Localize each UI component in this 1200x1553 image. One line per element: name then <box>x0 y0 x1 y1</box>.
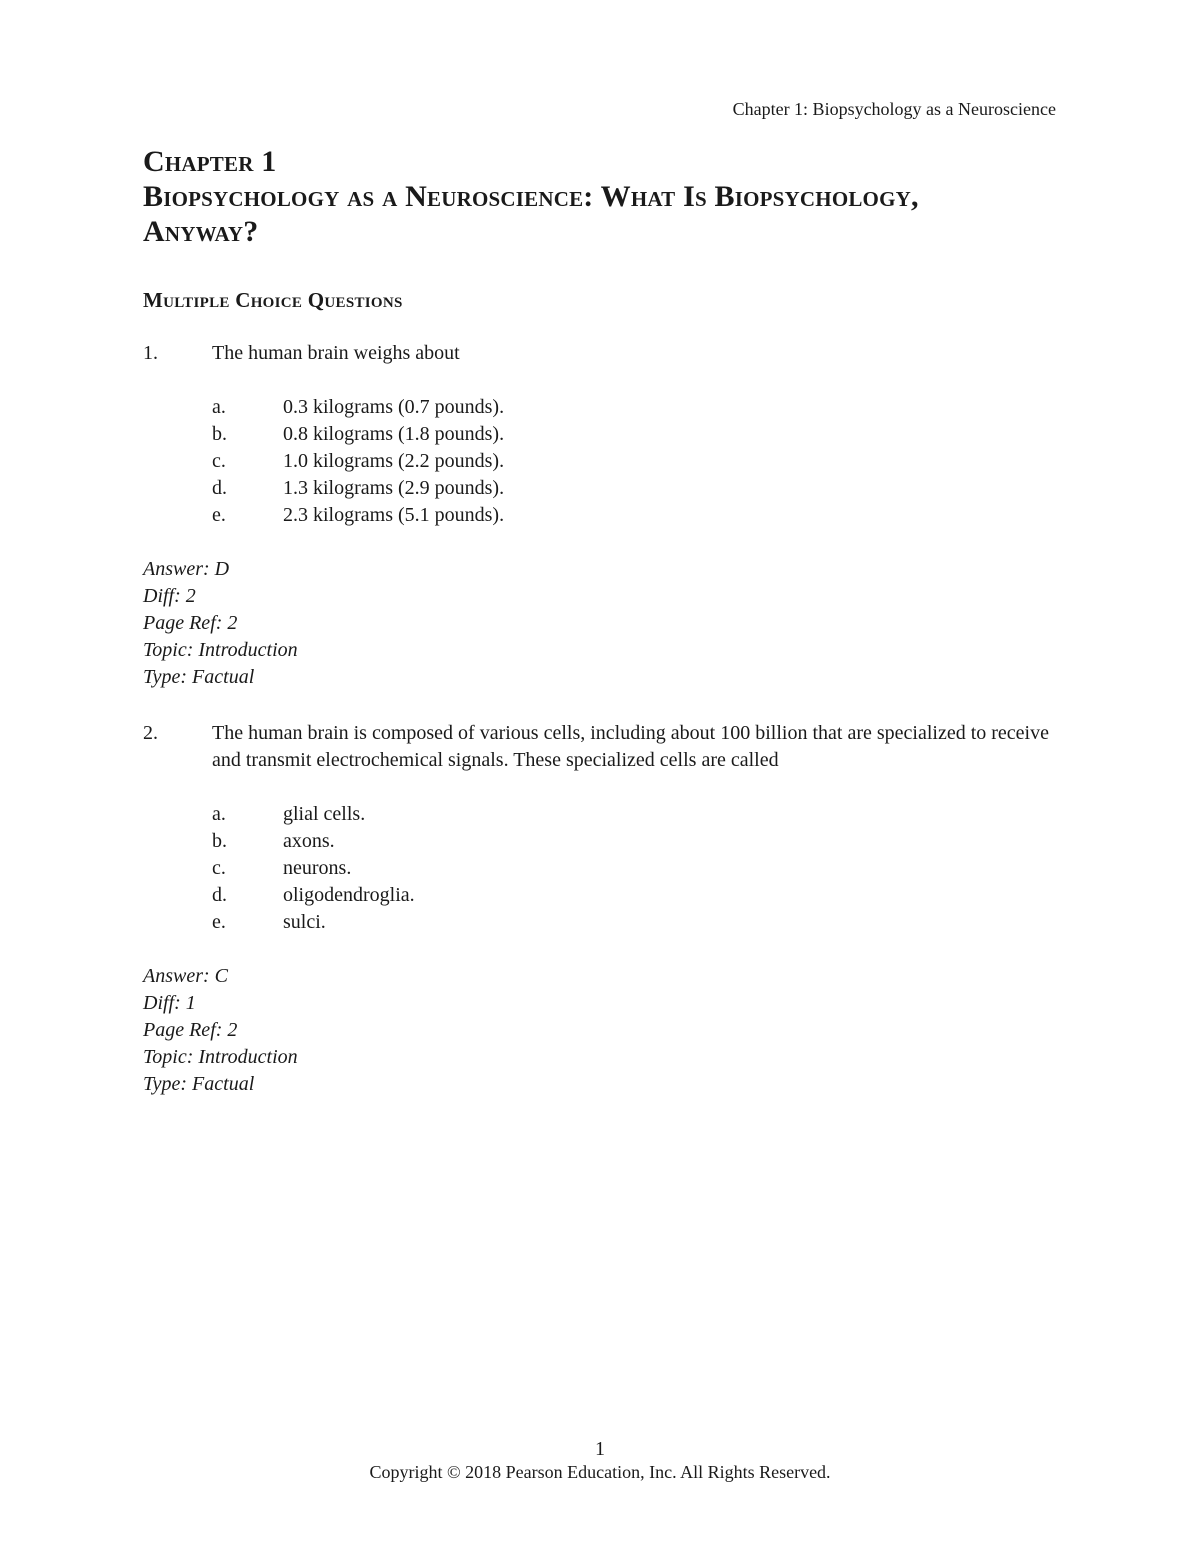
question-1 <box>143 340 1063 691</box>
option-text: glial cells. <box>283 803 366 825</box>
option-e <box>212 502 1063 529</box>
question-stem: The human brain weighs about <box>212 342 460 364</box>
option-c <box>212 448 1063 475</box>
option-a <box>212 394 1063 421</box>
option-text: 2.3 kilograms (5.1 pounds). <box>283 504 505 526</box>
difficulty: Diff: 2 <box>143 585 196 607</box>
difficulty: Diff: 1 <box>143 992 196 1014</box>
question-number: 2. <box>143 722 158 744</box>
question-row <box>143 720 1063 774</box>
chapter-heading <box>143 144 1063 249</box>
option-letter: e. <box>212 911 226 933</box>
option-letter: a. <box>212 803 226 825</box>
option-text: 0.8 kilograms (1.8 pounds). <box>283 423 505 445</box>
option-a <box>212 801 1063 828</box>
question-number: 1. <box>143 342 158 364</box>
option-text: 1.3 kilograms (2.9 pounds). <box>283 477 505 499</box>
option-letter: b. <box>212 423 227 445</box>
answer-options <box>143 801 1063 936</box>
answer-key: Answer: D <box>143 558 230 580</box>
option-b <box>212 828 1063 855</box>
chapter-title-line-1: Biopsychology as a Neuroscience: What Is Biopsychology, <box>143 180 919 213</box>
page-number: 1 <box>595 1438 605 1460</box>
chapter-title-line-2: Anyway? <box>143 215 259 248</box>
copyright-notice: Copyright © 2018 Pearson Education, Inc. All Rights Reserved. <box>369 1462 831 1482</box>
question-stem: The human brain is composed of various cells, including about 100 billion that are specialized to receive and transmit electrochemical signals. These specialized cells are called <box>212 722 1049 771</box>
question-type: Type: Factual <box>143 666 255 688</box>
section-heading: Multiple Choice Questions <box>143 288 403 312</box>
option-text: oligodendroglia. <box>283 884 415 906</box>
topic: Topic: Introduction <box>143 639 298 661</box>
option-d <box>212 475 1063 502</box>
option-text: 1.0 kilograms (2.2 pounds). <box>283 450 505 472</box>
option-letter: c. <box>212 450 226 472</box>
option-letter: e. <box>212 504 226 526</box>
topic: Topic: Introduction <box>143 1046 298 1068</box>
question-2 <box>143 720 1063 1098</box>
answer-key: Answer: C <box>143 965 228 987</box>
question-row <box>143 340 1063 367</box>
option-d <box>212 882 1063 909</box>
question-metadata <box>143 556 1063 691</box>
chapter-number: Chapter 1 <box>143 145 277 178</box>
option-letter: d. <box>212 477 227 499</box>
answer-options <box>143 394 1063 529</box>
option-text: sulci. <box>283 911 326 933</box>
option-letter: c. <box>212 857 226 879</box>
option-c <box>212 855 1063 882</box>
option-text: 0.3 kilograms (0.7 pounds). <box>283 396 505 418</box>
question-type: Type: Factual <box>143 1073 255 1095</box>
question-metadata <box>143 963 1063 1098</box>
page-reference: Page Ref: 2 <box>143 1019 238 1041</box>
option-letter: a. <box>212 396 226 418</box>
option-text: neurons. <box>283 857 352 879</box>
option-b <box>212 421 1063 448</box>
running-header: Chapter 1: Biopsychology as a Neuroscience <box>732 99 1056 119</box>
page-reference: Page Ref: 2 <box>143 612 238 634</box>
option-letter: d. <box>212 884 227 906</box>
option-text: axons. <box>283 830 335 852</box>
option-e <box>212 909 1063 936</box>
option-letter: b. <box>212 830 227 852</box>
